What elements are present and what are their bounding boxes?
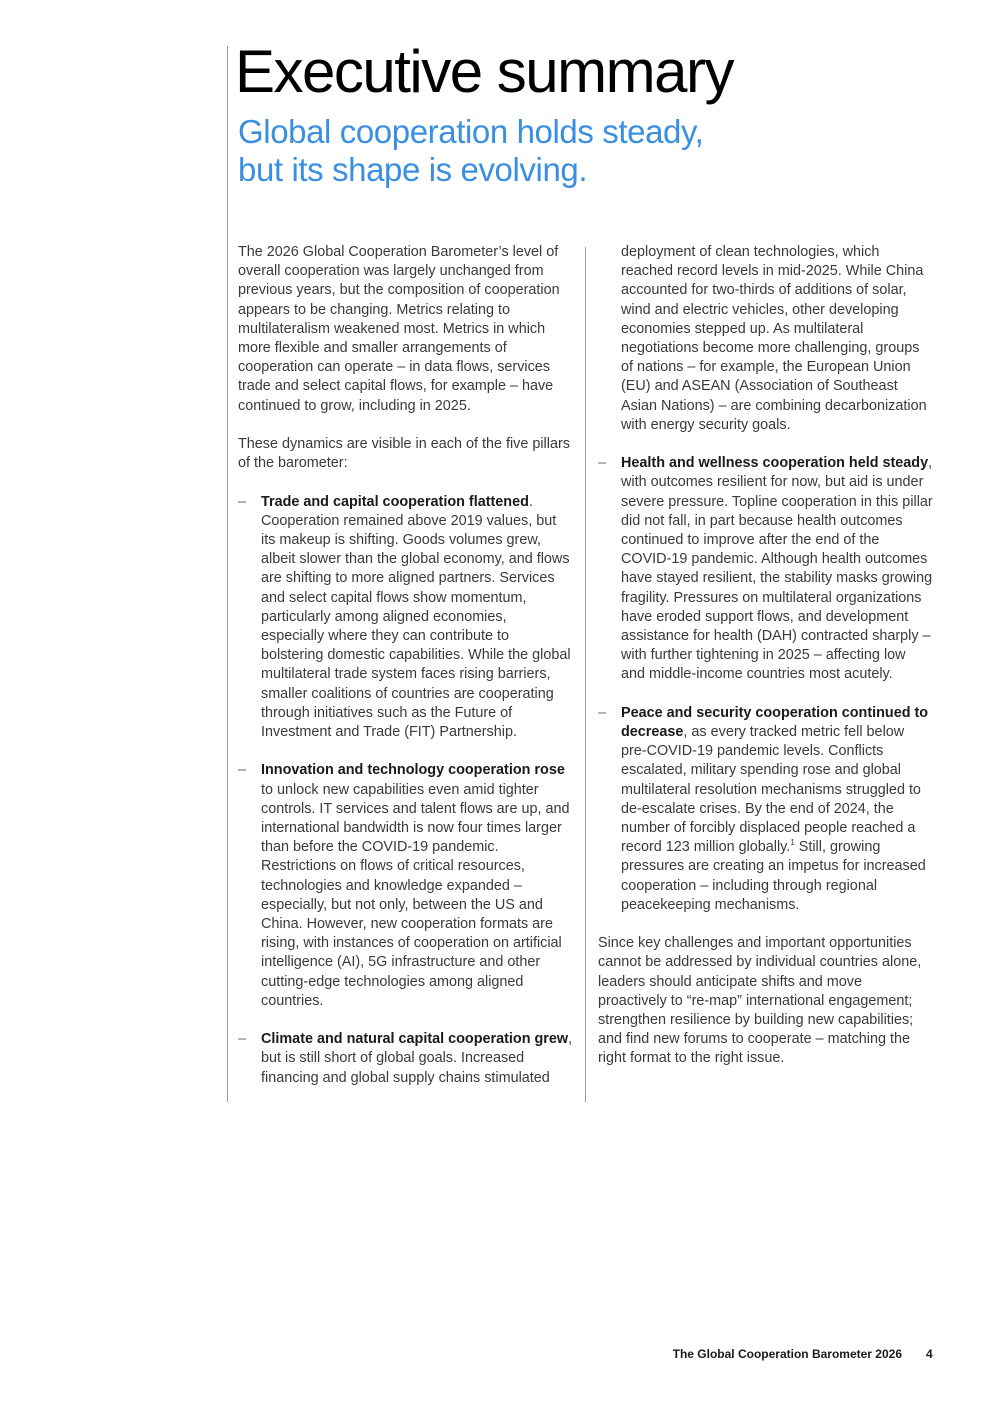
subtitle-line-1: Global cooperation holds steady, bbox=[238, 113, 704, 150]
margin-rule bbox=[227, 46, 228, 1102]
bullet-dash: – bbox=[238, 493, 247, 510]
pillar-title: Trade and capital cooperation flattened bbox=[261, 493, 529, 510]
pillar-health-wellness bbox=[598, 454, 933, 684]
pillar-text: , but is still short of global goals. Increased financing and global supply chains stimulated bbox=[261, 1031, 573, 1086]
bullet-dash: – bbox=[598, 704, 607, 721]
climate-continued-paragraph: deployment of clean technologies, which reached record levels in mid-2025. While China accounted for two-thirds of additions of solar, wind and electric vehicles, other developing economies stepped up. As multilateral negotiations become more challenging, groups of nations – for example, the European Union (EU) and ASEAN (Association of Southeast Asian Nations) – are combining decarbonization with energy security goals. bbox=[621, 244, 927, 433]
intro-paragraph: The 2026 Global Cooperation Barometer’s level of overall cooperation was largely unchanged from previous years, but the composition of cooperation appears to be changing. Metrics relating to multilateralism weakened most. Metrics in which more flexible and smaller arrangements of cooperation can operate – in data flows, services trade and select capital flows, for example – have continued to grow, including in 2025. bbox=[238, 244, 560, 414]
pillar-text: , with outcomes resilient for now, but aid is under severe pressure. Topline cooperation in this pillar did not fall, in part because health outcomes continued to improve after the end of the COVID-19 pandemic. Although health outcomes have stayed resilient, the stability masks growing fragility. Pressures on multilateral organizations have eroded support flows, and development assistance for health (DAH) contracted sharply – with further tightening in 2025 – affecting low and middle-income countries most acutely. bbox=[621, 455, 933, 683]
bullet-dash: – bbox=[238, 762, 247, 779]
page-title: Executive summary bbox=[235, 38, 733, 105]
pillar-text: to unlock new capabilities even amid tighter controls. IT services and talent flows are up, and international bandwidth is now four times larger than before the COVID-19 pandemic. Restrictions on flows of critical resources, technologies and knowledge expanded – especially, but not only, between the US and China. However, new cooperation formats are rising, with instances of cooperation on artificial intelligence (AI), 5G infrastructure and other cutting-edge technologies among aligned countries. bbox=[261, 781, 570, 1009]
left-column bbox=[238, 243, 573, 1088]
pillar-text: . Cooperation remained above 2019 values, but its makeup is shifting. Goods volumes grew, albeit slower than the global economy, and flows are shifting to more aligned partners. Services and select capital flows show momentum, particularly among aligned economies, especially where they can contribute to bolstering domestic capabilities. While the global multilateral trade system faces rising barriers, smaller coalitions of countries are cooperating through initiatives such as the Future of Investment and Trade (FIT) Partnership. bbox=[261, 493, 571, 741]
page-subtitle bbox=[238, 113, 798, 189]
dynamics-paragraph: These dynamics are visible in each of the five pillars of the barometer: bbox=[238, 436, 570, 472]
pillar-innovation-technology bbox=[238, 761, 573, 1011]
pillar-title: Health and wellness cooperation held steady bbox=[621, 455, 929, 472]
page-number: 4 bbox=[926, 1347, 933, 1361]
pillar-trade-capital bbox=[238, 493, 573, 743]
footer-publication-title: The Global Cooperation Barometer 2026 bbox=[672, 1347, 902, 1361]
column-divider bbox=[585, 247, 586, 1102]
subtitle-line-2: but its shape is evolving. bbox=[238, 151, 588, 188]
pillar-peace-security bbox=[598, 704, 933, 915]
pillar-title: Climate and natural capital cooperation grew bbox=[261, 1031, 569, 1048]
closing-paragraph: Since key challenges and important opportunities cannot be addressed by individual countries alone, leaders should anticipate shifts and move proactively to “re-map” international engagement; strengthen resilience by building new capabilities; and find new forums to cooperate – matching the right format to the right issue. bbox=[598, 935, 922, 1067]
pillar-text: , as every tracked metric fell below pre-COVID-19 pandemic levels. Conflicts escalated, military spending rose and global multilateral resolution mechanisms struggled to de-escalate crises. By the end of 2024, the number of forcibly displaced people reached a record 123 million globally. bbox=[621, 724, 921, 856]
pillar-text-continued: Still, growing pressures are creating an impetus for increased cooperation – including through regional peacekeeping mechanisms. bbox=[621, 839, 926, 913]
bullet-dash: – bbox=[598, 455, 607, 472]
footnote-marker: 1 bbox=[790, 838, 795, 848]
right-column bbox=[598, 243, 933, 1088]
pillar-climate-natural-capital bbox=[238, 1030, 573, 1088]
pillar-title: Innovation and technology cooperation rose bbox=[261, 762, 565, 779]
pillar-title: Peace and security cooperation continued to decrease bbox=[621, 704, 929, 741]
bullet-dash: – bbox=[238, 1031, 247, 1048]
